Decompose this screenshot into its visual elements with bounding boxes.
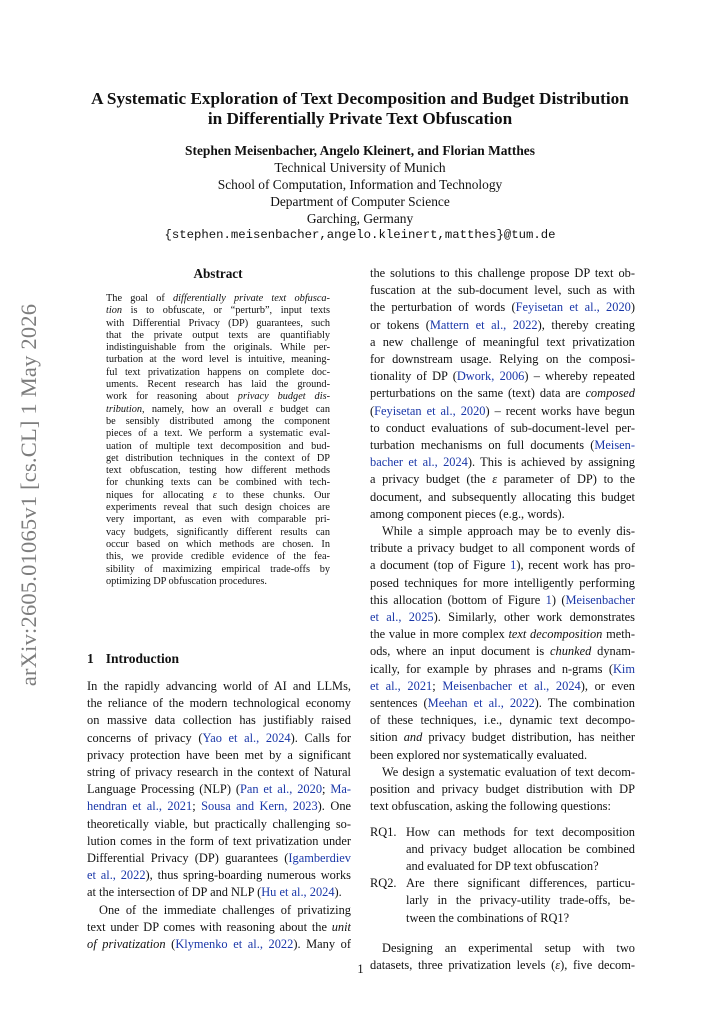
title-line-2: in Differentially Private Text Obfuscation: [207, 109, 513, 128]
citation-link[interactable]: Kim: [612, 661, 635, 676]
citation-link[interactable]: Dwork, 2006: [456, 369, 525, 384]
title-line-1: A Systematic Exploration of Text Decomposition and Budget Distribution: [91, 89, 629, 108]
citation-link[interactable]: Yao et al., 2024: [202, 730, 291, 745]
research-question-1: RQ1. How can methods for text decomposition and privacy budget allocation be combined and evaluated for DP text obfuscation?: [370, 824, 635, 873]
figure-ref-link[interactable]: 1: [510, 558, 517, 573]
citation-link[interactable]: Pan et al., 2020: [239, 782, 323, 797]
abstract-heading: Abstract: [193, 266, 243, 281]
section-heading-introduction: [87, 651, 191, 667]
page-number: 1: [357, 962, 364, 976]
affiliation-1: Technical University of Munich: [274, 160, 446, 175]
citation-link[interactable]: bacher et al., 2024: [370, 455, 468, 470]
citation-link[interactable]: Meisen-: [594, 438, 635, 453]
citation-link[interactable]: Mattern et al., 2022: [429, 317, 538, 332]
citation-link[interactable]: et al., 2021: [370, 678, 433, 693]
introduction-right-column: the solutions to this challenge propose DP text ob- fuscation at the sub-document level, such as with the perturbation of words (Feyisetan et al., 2020) or tokens (Mattern et al., 2022), thereby creating a new challenge of meaningful text privatization for downstream usage. Relying on the composi- tionality of DP (Dwork, 2006) – whereby repeated perturbations on the same (text) data are composed (Feyisetan et al., 2020) – recent works have begun to conduct evaluations of sub-document-level per- turbation mechanisms on full documents (Meisen- bacher et al., 2024). This is achieved by assigning a privacy budget (the ε parameter of DP) to the document, and subsequently allocating this budget among component pieces (e.g., words). While a simple approach may be to evenly dis- tribute a privacy budget to all component words of a document (top of Figure 1), recent work has pro- posed techniques for more intelligently performing this allocation (bottom of Figure 1) (Meisenbacher et al., 2025). Similarly, other work demonstrates the value in more complex text decomposition meth- ods, where an input document is chunked dynam- ically, for example by phrases and n-grams (Kim et al., 2021; Meisenbacher et al., 2024), or even sentences (Meehan et al., 2022). The combination of these techniques, i.e., dynamic text decompo- sition and privacy budget distribution, has neither been explored nor systematically evaluated. We design a systematic evaluation of text decom- position and privacy budget distribution with DP text obfuscation, asking the following questions: RQ1. How can methods for text decomposition and privacy budget allocation be combined and evaluated for DP text obfuscation? RQ2. Are there significant differences, particu- larly in the privacy-utility trade-offs, be- tween the combinations of RQ1? Designing an experimental setup with two datasets, three privatization levels (ε), five decom-: [370, 266, 635, 972]
section-number: 1: [87, 651, 94, 666]
figure-ref-link[interactable]: 1: [545, 592, 552, 607]
abstract-body: The goal of differentially private text obfusca- tion is to obfuscate, or “perturb”, input texts with Differential Privacy (DP) guarantees, such that the private output texts are quantifiably indistinguishable from the originals. While per- turbation at the word level is intuitive, meaning- ful text privatization happens on complete doc- uments. Recent research has laid the ground- work for reasoning about privacy budget dis- tribution, namely, how an overall ε budget can be sensibly distributed among the component pieces of a text. We perform a systematic eval- uation of multiple text decomposition and bud- get distribution techniques in the context of DP text obfuscation, testing how different methods for chunking texts can be combined with tech- niques for allocating ε to these chunks. Our experiments reveal that such design choices are very important, as even with comparable pri- vacy budgets, significantly different results can occur based on which methods are chosen. In this, we provide credible evidence of the fea- sibility of maximizing empirical trade-offs by optimizing DP obfuscation procedures.: [106, 293, 330, 587]
citation-link[interactable]: hendran et al., 2021: [87, 799, 193, 814]
citation-link[interactable]: Feyisetan et al., 2020: [515, 300, 631, 315]
citation-link[interactable]: Klymenko et al., 2022: [175, 937, 294, 952]
citation-link[interactable]: Sousa and Kern, 2023: [201, 799, 318, 814]
paper-title: [60, 89, 660, 129]
citation-link[interactable]: et al., 2022: [87, 868, 146, 883]
author-names: Stephen Meisenbacher, Angelo Kleinert, and Florian Matthes: [185, 143, 535, 158]
affiliation-4: Garching, Germany: [306, 211, 414, 226]
section-title: Introduction: [105, 651, 180, 666]
citation-link[interactable]: Igamberdiev: [288, 851, 351, 866]
research-question-2: RQ2. Are there significant differences, particu- larly in the privacy-utility trade-offs, be- tween the combinations of RQ1?: [370, 876, 635, 925]
citation-link[interactable]: Feyisetan et al., 2020: [374, 403, 486, 418]
arxiv-id: arXiv:2605.01065v1 [cs.CL] 1 May 2026: [16, 303, 41, 687]
citation-link[interactable]: Meehan et al., 2022: [427, 696, 535, 711]
citation-link[interactable]: et al., 2025: [370, 610, 434, 625]
affiliation-2: School of Computation, Information and Technology: [217, 177, 503, 192]
citation-link[interactable]: Meisenbacher: [565, 592, 635, 607]
arxiv-stamp: [14, 300, 44, 690]
citation-link[interactable]: Hu et al., 2024: [261, 885, 335, 900]
author-email: {stephen.meisenbacher,angelo.kleinert,matthes}@tum.de: [164, 228, 556, 242]
affiliation-3: Department of Computer Science: [270, 194, 450, 209]
citation-link[interactable]: Ma-: [330, 782, 351, 797]
citation-link[interactable]: Meisenbacher et al., 2024: [442, 678, 581, 693]
author-block: [60, 142, 660, 244]
introduction-left-column: In the rapidly advancing world of AI and LLMs, the reliance of the modern technological economy on massive data collection has justifiably raised concerns of privacy (Yao et al., 2024). Calls for privacy protection have been met by a significant string of privacy research in the context of Natural Language Processing (NLP) (Pan et al., 2020; Ma- hendran et al., 2021; Sousa and Kern, 2023). One theoretically viable, but practically challenging so- lution comes in the form of text privatization under Differential Privacy (DP) guarantees (Igamberdiev et al., 2022), thus spring-boarding numerous works at the intersection of DP and NLP (Hu et al., 2024). One of the immediate challenges of privatizing text under DP comes with reasoning about the unit of privatization (Klymenko et al., 2022). Many of: [87, 679, 351, 952]
